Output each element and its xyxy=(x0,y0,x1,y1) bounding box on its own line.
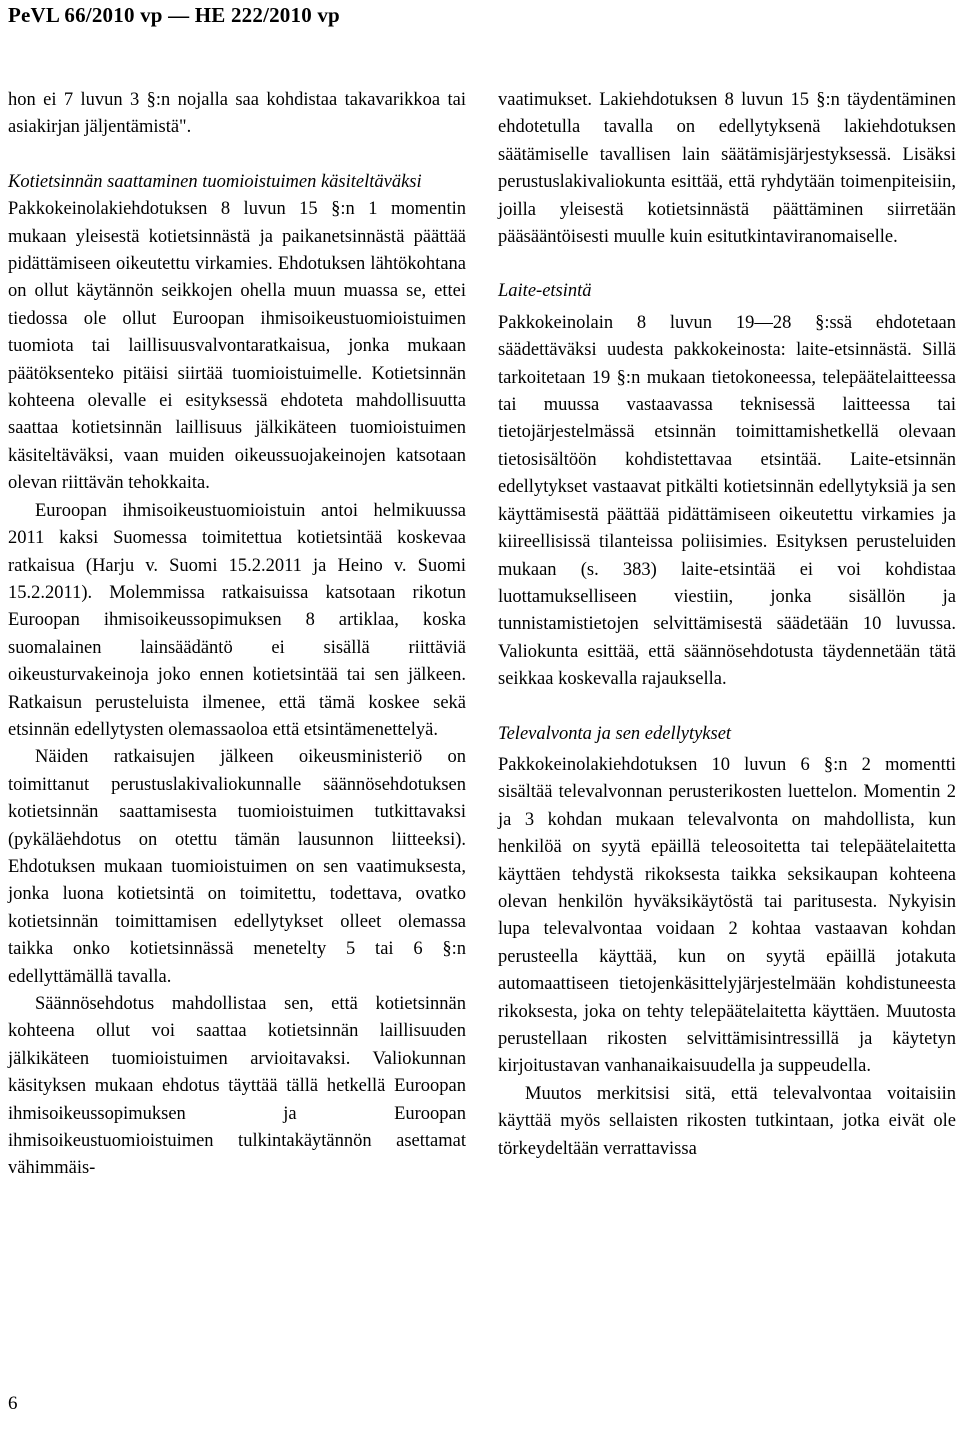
paragraph: Pakkokeinolakiehdotuksen 10 luvun 6 §:n 2 momentti sisältää televalvonnan perusterikosten luettelon. Momentin 2 ja 3 kohdan mukaan televalvonta on mahdollista, kun henkilöä on syytä epäillä teleosoitetta tai telepäätelaitetta käyttäen tehdystä rikoksesta taikka seksikaupan kohteena olevan henkilön hyväksikäytöstä tai paritusesta. Nykyisin lupa televalvontaa voidaan 2 kohtaa vastaavan kohdan perusteella käyttää, kun on syytä epäillä jotakuta automaattiseen tietojenkäsittelyjärjestelmään kohdistuneesta rikoksesta, joka on tehty telepäätelaitetta käyttäen. Muutosta perustellaan rikosten selvittämisintressillä ja käytetyn kirjoitustavan vanhanaikaisuudella ja suppeudella. xyxy=(498,754,956,1077)
paragraph: hon ei 7 luvun 3 §:n nojalla saa kohdistaa takavarikkoa tai asiakirjan jäljentämistä". xyxy=(8,90,466,138)
running-header: PeVL 66/2010 vp — HE 222/2010 vp xyxy=(8,3,340,27)
paragraph: Säännösehdotus mahdollistaa sen, että kotietsinnän kohteena ollut voi saattaa kotietsinnän laillisuuden jälkikäteen tuomioistuimen arvioitavaksi. Valiokunnan käsityksen mukaan ehdotus täyttää tällä hetkellä Euroopan ihmisoikeussopimuksen ja Euroopan ihmisoikeustuomioistuimen tulkintakäytännön asettamat vähimmäis- xyxy=(8,994,466,1179)
page-number: 6 xyxy=(8,1393,18,1414)
paragraph: Euroopan ihmisoikeustuomioistuin antoi helmikuussa 2011 kaksi Suomessa toimitettua kotietsintää koskevaa ratkaisua (Harju v. Suomi 15.2.2011 ja Heino v. Suomi 15.2.2011). Molemmissa ratkaisuissa katsotaan rikotun Euroopan ihmisoikeussopimuksen 8 artiklaa, koska suomalainen lainsäädäntö ei sisällä riittäviä oikeusturvakeinoja joko ennen kotietsintää tai sen jälkeen. Ratkaisun perusteluista ilmenee, että tämä koskee sekä etsinnän edellytysten olemassaoloa että etsintämenettelyä. xyxy=(8,500,466,740)
paragraph: Pakkokeinolain 8 luvun 19—28 §:ssä ehdotetaan säädettäväksi uudesta pakkokeinosta: laite-etsinnästä. Sillä tarkoitetaan 19 §:n mukaan tietokoneessa, telepäätelaitteessa tai muussa vastaavassa teknisessä laitteessa tai tietojärjestelmässä etsinnän toimittamishetkellä olevaan tietosisältöön kohdistettavaa etsintää. Laite-etsinnän edellytykset vastaavat pitkälti kotietsinnän edellytyksiä ja sen käyttämisestä päättää pidättämiseen oikeutettu virkamies ja kiireellisissä tilanteissa poliisimies. Esityksen perusteluiden mukaan (s. 383) laite-etsintää ei voi kohdistaa luottamukselliseen viestiin, jonka sisällön ja tunnistamistietojen selvittämisestä säädetään 10 luvussa. Valiokunta esittää, että säännösehdotusta täydennetään tätä seikkaa koskevalla rajauksella. xyxy=(498,312,956,690)
section-heading: Laite-etsintä xyxy=(498,281,592,302)
paragraph: Näiden ratkaisujen jälkeen oikeusministeriö on toimittanut perustuslakivaliokunnalle säännösehdotuksen kotietsinnän saattamisesta tuomioistuimen tutkittavaksi (pykäläehdotus on otettu tämän lausunnon liitteeksi). Ehdotuksen mukaan tuomioistuimen on sen vaatimuksesta, jonka luona kotietsintä on toimitettu, todettava, ovatko kotietsinnän toimittamisen edellytykset olleet olemassa taikka onko kotietsinnässä menetelty 5 tai 6 §:n edellyttämällä tavalla. xyxy=(8,747,466,987)
paragraph: vaatimukset. Lakiehdotuksen 8 luvun 15 §:n täydentäminen ehdotetulla tavalla on edellytyksenä lakiehdotuksen säätämiselle tavallisen lain säätämisjärjestyksessä. Lisäksi perustuslakivaliokunta esittää, että ryhdytään toimenpiteisiin, joilla yleisestä kotietsinnästä päättäminen siirretään pääsääntöisesti muulle kuin esitutkintaviranomaiselle. xyxy=(498,90,956,248)
paragraph: Muutos merkitsisi sitä, että televalvontaa voitaisiin käyttää myös sellaisten rikosten tutkintaan, jotka eivät ole törkeydeltään verrattavissa xyxy=(498,1083,956,1159)
left-column xyxy=(8,87,466,1183)
section-heading: Televalvonta ja sen edellytykset xyxy=(498,723,732,744)
paragraph: Pakkokeinolakiehdotuksen 8 luvun 15 §:n 1 momentin mukaan yleisestä kotietsinnästä ja paikanetsinnästä päättää pidättämiseen oikeutettu virkamies. Ehdotuksen lähtökohtana on ollut käytännön seikkojen ohella muun muassa se, ettei tiedossa ole ollut Euroopan ihmisoikeustuomioistuimen tuomiota tai laillisuusvalvontaratkaisua, jonka mukaan päätöksenteko pitäisi siirtää tuomioistuimelle. Kotietsinnän kohteena olevalle ei esityksessä ehdoteta mahdollisuutta saattaa kotietsinnän laillisuus jälkikäteen tuomioistuimen käsiteltäväksi, vaan muiden oikeussuojakeinojen katsotaan olevan riittävän tehokkaita. xyxy=(8,199,466,494)
section-heading: Kotietsinnän saattaminen tuomioistuimen käsiteltäväksi xyxy=(8,171,422,192)
right-column xyxy=(498,87,956,1163)
